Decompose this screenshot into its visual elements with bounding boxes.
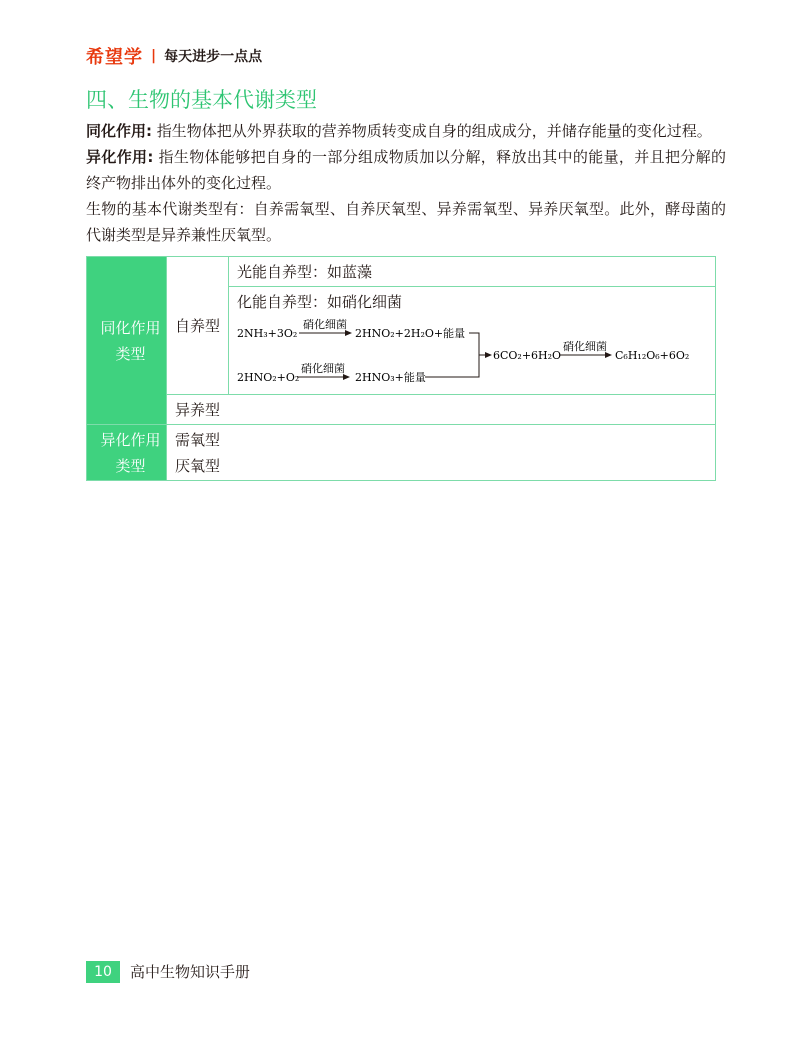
assimilation-type-label: 同化作用类型 [87, 257, 167, 425]
eq1-condition: 硝化细菌 [303, 318, 347, 331]
autotroph-label: 自养型 [167, 257, 229, 395]
heterotroph-label: 异养型 [167, 395, 716, 425]
eq3-reactants: 6CO₂+6H₂O [493, 349, 562, 362]
term-assimilation: 同化作用: [86, 122, 152, 140]
nitrification-equations [229, 317, 715, 393]
section-title: 四、生物的基本代谢类型 [86, 88, 317, 112]
header-slogan: 每天进步一点点 [164, 49, 263, 65]
paragraph-dissimilation [86, 144, 726, 196]
definition-dissimilation: 指生物体能够把自身的一部分组成物质加以分解，释放出其中的能量，并且把分解的终产物排出体外的变化过程。 [86, 148, 726, 192]
book-title: 高中生物知识手册 [130, 963, 251, 981]
paragraph-assimilation [86, 118, 726, 144]
eq3-products: C₆H₁₂O₆+6O₂ [615, 349, 690, 362]
eq1-products: 2HNO₂+2H₂O+能量 [355, 327, 466, 340]
eq2-reactants: 2HNO₂+O₂ [237, 371, 300, 384]
definition-assimilation: 指生物体把从外界获取的营养物质转变成自身的组成成分，并储存能量的变化过程。 [152, 122, 712, 140]
photoautotroph-cell: 光能自养型：如蓝藻 [229, 257, 716, 287]
chemoautotroph-label: 化能自养型：如硝化细菌 [237, 293, 403, 311]
brand-logo: 希望学 [86, 47, 143, 68]
aerobic-label: 需氧型 [175, 430, 221, 449]
eq1-reactants: 2NH₃+3O₂ [237, 327, 298, 340]
term-dissimilation: 异化作用: [86, 148, 154, 166]
eq2-condition: 硝化细菌 [301, 362, 345, 375]
dissimilation-type-label: 异化作用类型 [87, 425, 167, 481]
metabolism-table [86, 256, 716, 481]
page-number: 10 [86, 961, 120, 983]
eq2-products: 2HNO₃+能量 [355, 371, 426, 384]
paragraph-metabolic-types: 生物的基本代谢类型有：自养需氧型、自养厌氧型、异养需氧型、异养厌氧型。此外，酵母菌的代谢类型是异养兼性厌氧型。 [86, 200, 726, 244]
page-header [86, 44, 262, 68]
chemoautotroph-cell [229, 287, 716, 395]
eq3-condition: 硝化细菌 [563, 340, 607, 353]
anaerobic-label: 厌氧型 [175, 456, 221, 475]
dissimilation-types-cell [167, 425, 716, 481]
header-separator: | [151, 48, 157, 64]
